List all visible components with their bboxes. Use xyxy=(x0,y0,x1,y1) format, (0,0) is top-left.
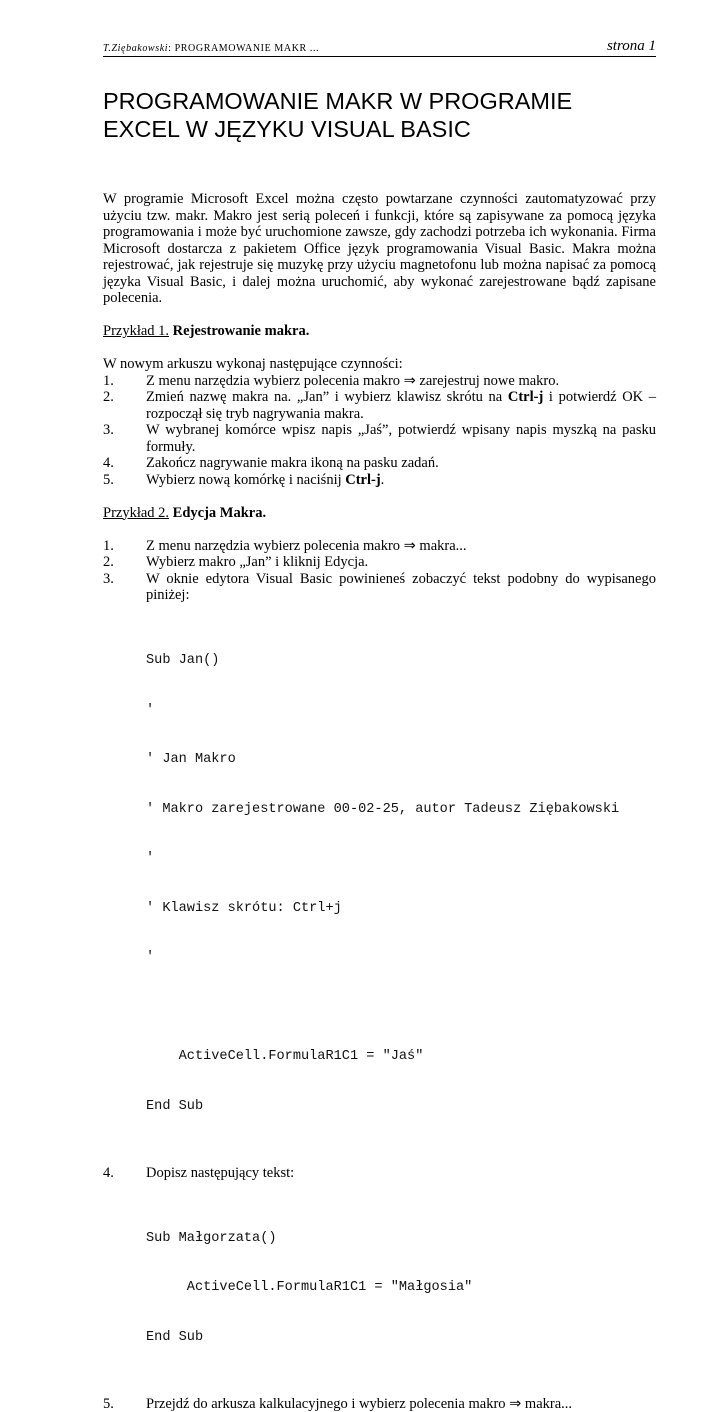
example-1-label: Przykład 1. xyxy=(103,323,169,339)
step-text: i potwierdź OK – rozpoczął się tryb nagrywania makra. xyxy=(146,389,656,422)
code-line: ' xyxy=(146,851,656,868)
example-1-title: Rejestrowanie makra. xyxy=(173,323,310,339)
document-title-line-2: EXCEL W JĘZYKU VISUAL BASIC xyxy=(103,115,663,143)
step-text: Dopisz następujący tekst: xyxy=(146,1165,294,1181)
code-line: ActiveCell.FormulaR1C1 = "Jaś" xyxy=(146,1049,656,1066)
step-text: Wybierz makro „Jan” i kliknij Edycja. xyxy=(146,554,368,570)
step-text: W oknie edytora Visual Basic powinieneś zobaczyć tekst podobny do wypisanego piniżej: xyxy=(146,571,656,604)
code-line: End Sub xyxy=(146,1099,656,1116)
step-text: Przejdź do arkusza kalkulacyjnego i wybierz polecenia makro ⇒ makra... xyxy=(146,1396,572,1412)
example-2-step-4 xyxy=(103,1165,656,1182)
step-number: 2. xyxy=(103,389,114,406)
code-line: Sub Małgorzata() xyxy=(146,1231,656,1248)
header-separator: : xyxy=(168,43,171,54)
example-2-title: Edycja Makra. xyxy=(173,505,266,521)
example-2-step-5 xyxy=(103,1396,656,1412)
list-item xyxy=(103,554,656,571)
code-line: ' xyxy=(146,950,656,967)
header-doc-title: PROGRAMOWANIE MAKR ... xyxy=(172,43,320,54)
step-text: W wybranej komórce wpisz napis „Jaś”, potwierdź wpisany napis myszką na pasku formuły. xyxy=(146,422,656,455)
list-item xyxy=(103,373,656,390)
step-text: Z menu narzędzia wybierz polecenia makro ⇒ makra... xyxy=(146,538,467,554)
code-line: ActiveCell.FormulaR1C1 = "Małgosia" xyxy=(146,1280,656,1297)
intro-paragraph: W programie Microsoft Excel można często powtarzane czynności zautomatyzować przy użyciu tzw. makr. Makro jest serią poleceń i funkcji, które są zapisywane za pomocą języka programowania i może być uruchomione zawsze, gdy zachodzi potrzeba ich wykonania. Firma Microsoft dostarcza z pakietem Office język programowania Visual Basic. Makra można rejestrować, jak rejestruje się muzykę przy użyciu magnetofonu lub można napisać za pomocą języka Visual Basic, i dalej można uruchomić, aby wykonać zarejestrowane bądź zapisane polecenia. xyxy=(103,191,656,307)
step-number: 4. xyxy=(103,455,114,472)
page-header xyxy=(103,38,656,57)
list-item xyxy=(103,1165,656,1182)
code-line: ' xyxy=(146,703,656,720)
list-item xyxy=(103,571,656,604)
list-item xyxy=(103,455,656,472)
document-body xyxy=(103,191,656,1412)
header-author: T.Ziębakowski xyxy=(103,43,168,54)
step-text: Zmień nazwę makra na. „Jan” i wybierz klawisz skrótu na xyxy=(146,389,508,405)
step-number: 1. xyxy=(103,538,114,555)
example-1-steps xyxy=(103,373,656,489)
code-line: ' Jan Makro xyxy=(146,752,656,769)
header-running-title xyxy=(103,43,319,54)
code-line: ' Klawisz skrótu: Ctrl+j xyxy=(146,901,656,918)
step-text: Z menu narzędzia wybierz polecenia makro ⇒ zarejestruj nowe makro. xyxy=(146,373,559,389)
page-number: strona 1 xyxy=(607,38,656,55)
step-text: Zakończ nagrywanie makra ikoną na pasku zadań. xyxy=(146,455,439,471)
list-item xyxy=(103,538,656,555)
step-number: 1. xyxy=(103,373,114,390)
list-item xyxy=(103,1396,656,1412)
example-1-heading xyxy=(103,323,656,340)
list-item xyxy=(103,422,656,455)
step-text: . xyxy=(381,472,385,488)
list-item xyxy=(103,389,656,422)
step-number: 3. xyxy=(103,571,114,588)
document-title xyxy=(103,87,663,143)
code-line: ' Makro zarejestrowane 00-02-25, autor Tadeusz Ziębakowski xyxy=(146,802,656,819)
shortcut-key: Ctrl-j xyxy=(345,472,380,488)
code-line xyxy=(146,1000,656,1017)
step-number: 4. xyxy=(103,1165,114,1182)
document-title-line-1: PROGRAMOWANIE MAKR W PROGRAMIE xyxy=(103,87,663,115)
step-number: 5. xyxy=(103,472,114,489)
example-2-label: Przykład 2. xyxy=(103,505,169,521)
example-1-lead: W nowym arkuszu wykonaj następujące czynności: xyxy=(103,356,656,373)
code-line: Sub Jan() xyxy=(146,653,656,670)
code-block-jan-macro xyxy=(103,620,656,1148)
shortcut-key: Ctrl-j xyxy=(508,389,543,405)
step-number: 5. xyxy=(103,1396,114,1412)
code-line: End Sub xyxy=(146,1330,656,1347)
code-block-malgorzata-macro xyxy=(103,1198,656,1380)
step-text: Wybierz nową komórkę i naciśnij xyxy=(146,472,345,488)
example-2-steps xyxy=(103,538,656,604)
list-item xyxy=(103,472,656,489)
example-2-heading xyxy=(103,505,656,522)
step-number: 2. xyxy=(103,554,114,571)
step-number: 3. xyxy=(103,422,114,439)
